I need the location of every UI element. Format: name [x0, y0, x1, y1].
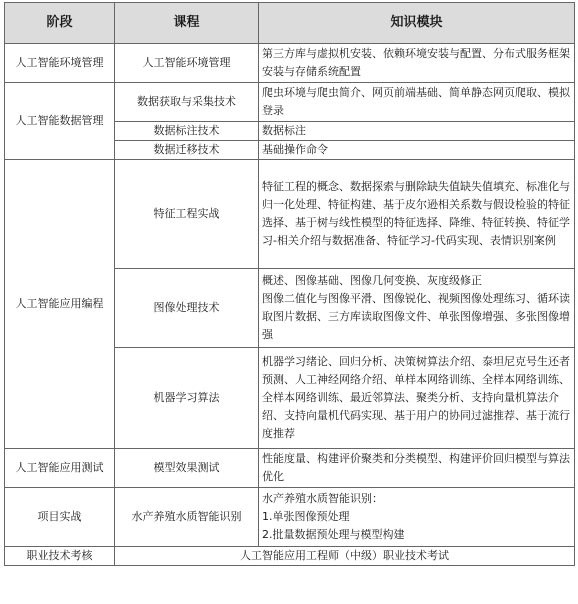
course-cell: 机器学习算法: [115, 348, 259, 449]
knowledge-cell: 爬虫环境与爬虫简介、网页前端基础、简单静态网页爬取、模拟登录: [259, 83, 575, 122]
stage-cell: 人工智能数据管理: [5, 83, 115, 160]
table-row: [5, 449, 575, 488]
course-cell: 特征工程实战: [115, 160, 259, 269]
knowledge-cell: [259, 269, 575, 348]
header-row: [5, 3, 575, 44]
merged-exam-cell: 人工智能应用工程师（中级）职业技术考试: [115, 547, 575, 566]
course-cell: 数据获取与采集技术: [115, 83, 259, 122]
course-cell: 图像处理技术: [115, 269, 259, 348]
course-table: [4, 2, 575, 566]
stage-cell: 项目实战: [5, 488, 115, 547]
table-row: [5, 547, 575, 566]
table-row: [5, 44, 575, 83]
header-knowledge: 知识模块: [259, 3, 575, 44]
table-row: [5, 488, 575, 547]
knowledge-cell: 第三方库与虚拟机安装、依赖环境安装与配置、分布式服务框架安装与存储系统配置: [259, 44, 575, 83]
knowledge-cell: [259, 488, 575, 547]
table-row: [5, 83, 575, 122]
knowledge-cell: 数据标注: [259, 122, 575, 141]
knowledge-cell: 机器学习绪论、回归分析、决策树算法介绍、泰坦尼克号生还者预测、人工神经网络介绍、单样本网络训练、全样本网络训练、全样本网络训练、最近邻算法、聚类分析、支持向量机算法介绍、支持向量机代码实现、基于用户的协同过滤推荐、基于流行度推荐: [259, 348, 575, 449]
stage-cell: 人工智能应用测试: [5, 449, 115, 488]
stage-cell: 人工智能应用编程: [5, 160, 115, 449]
knowledge-line: 2.批量数据预处理与模型构建: [262, 528, 405, 541]
course-table-container: [4, 2, 574, 566]
knowledge-cell: 性能度量、构建评价聚类和分类模型、构建评价回归模型与算法优化: [259, 449, 575, 488]
course-cell: 水产养殖水质智能识别: [115, 488, 259, 547]
stage-cell: 人工智能环境管理: [5, 44, 115, 83]
course-cell: 数据迁移技术: [115, 141, 259, 160]
knowledge-line: 水产养殖水质智能识别：: [262, 492, 383, 505]
knowledge-line: 1.单张图像预处理: [262, 510, 350, 523]
course-cell: 数据标注技术: [115, 122, 259, 141]
header-stage: 阶段: [5, 3, 115, 44]
header-course: 课程: [115, 3, 259, 44]
knowledge-line: 概述、图像基础、图像几何变换、灰度级修正: [262, 274, 482, 287]
table-row: [5, 160, 575, 269]
knowledge-cell: 基础操作命令: [259, 141, 575, 160]
course-cell: 人工智能环境管理: [115, 44, 259, 83]
knowledge-cell: 特征工程的概念、数据探索与删除缺失值缺失值填充、标准化与归一化处理、特征构建、基于皮尔逊相关系数与假设检验的特征选择、基于树与线性模型的特征选择、降维、特征转换、特征学习-相关介绍与数据准备、特征学习-代码实现、表情识别案例: [259, 160, 575, 269]
course-cell: 模型效果测试: [115, 449, 259, 488]
knowledge-line: 图像二值化与图像平滑、图像锐化、视频图像处理练习、循环读取图片数据、三方库读取图像文件、单张图像增强、多张图像增强: [262, 292, 570, 341]
stage-cell: 职业技术考核: [5, 547, 115, 566]
